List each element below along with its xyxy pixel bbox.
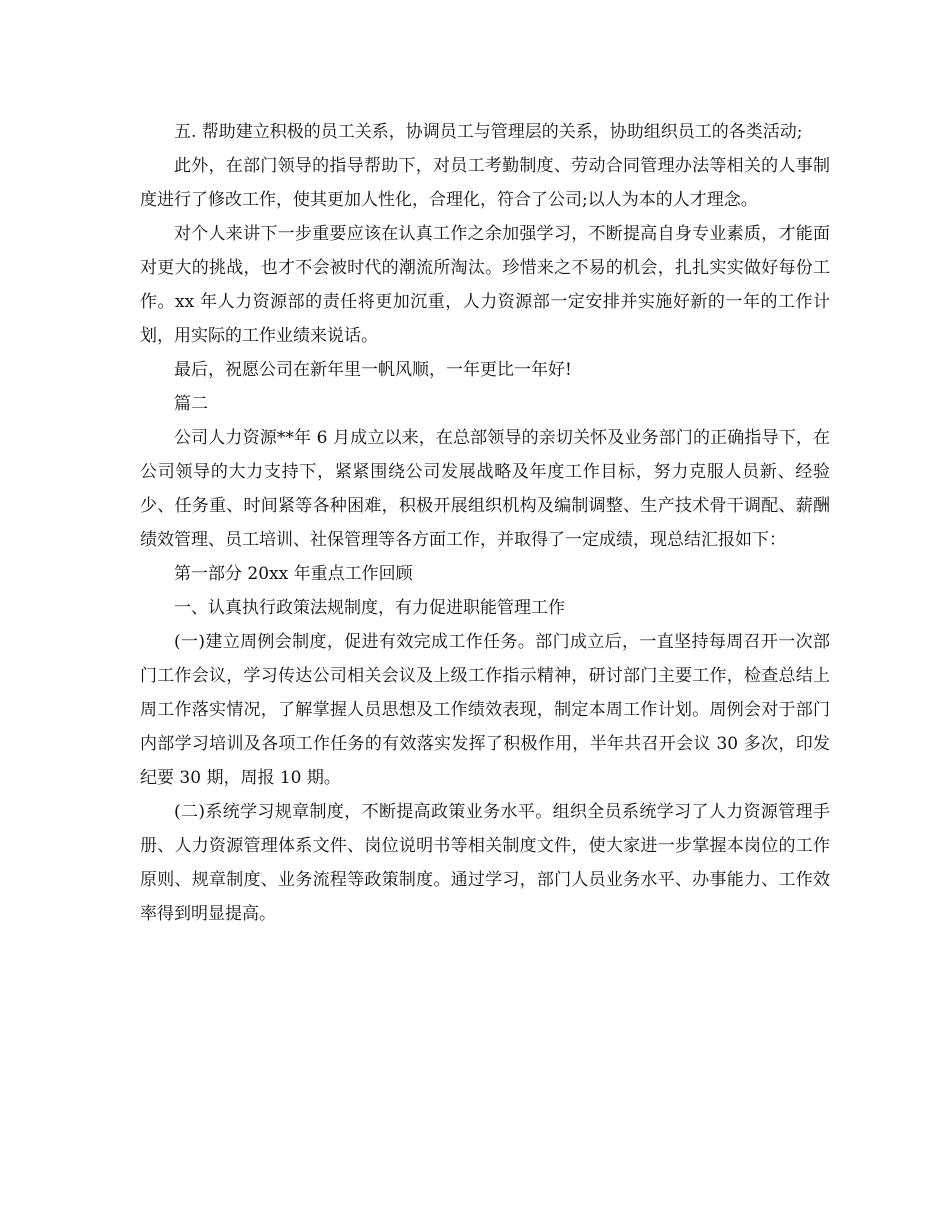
document-body [140, 115, 830, 931]
paragraph-hr-system-revision: 此外，在部门领导的指导帮助下，对员工考勤制度、劳动合同管理办法等相关的人事制度进行了修改工作，使其更加人性化，合理化，符合了公司;以人为本的人才理念。 [140, 156, 830, 210]
paragraph-regulation-study: (二)系统学习规章制度，不断提高政策业务水平。组织全员系统学习了人力资源管理手册、人力资源管理体系文件、岗位说明书等相关制度文件，使大家进一步掌握本岗位的工作原则、规章制度、业务流程等政策制度。通过学习，部门人员业务水平、办事能力、工作效率得到明显提高。 [140, 802, 830, 924]
paragraph-hr-introduction: 公司人力资源**年 6 月成立以来，在总部领导的亲切关怀及业务部门的正确指导下，在公司领导的大力支持下，紧紧围绕公司发展战略及年度工作目标，努力克服人员新、经验少、任务重、时间紧等各种困难，积极开展组织机构及编制调整、生产技术骨干调配、薪酬绩效管理、员工培训、社保管理等各方面工作，并取得了一定成绩，现总结汇报如下： [140, 428, 830, 550]
paragraph-personal-improvement: 对个人来讲下一步重要应该在认真工作之余加强学习，不断提高自身专业素质，才能面对更大的挑战，也才不会被时代的潮流所淘汰。珍惜来之不易的机会，扎扎实实做好每份工作。xx 年人力资源部的责任将更加沉重，人力资源部一定安排并实施好新的一年的工作计划，用实际的工作业绩来说话。 [140, 224, 830, 346]
paragraph-closing-wishes: 最后，祝愿公司在新年里一帆风顺，一年更比一年好! [174, 360, 572, 380]
paragraph-employee-relations: 五. 帮助建立积极的员工关系，协调员工与管理层的关系，协助组织员工的各类活动; [174, 122, 803, 142]
section-heading-work-review: 第一部分 20xx 年重点工作回顾 [174, 564, 413, 584]
paragraph-weekly-meeting: (一)建立周例会制度，促进有效完成工作任务。部门成立后，一直坚持每周召开一次部门工作会议，学习传达公司相关会议及上级工作指示精神，研讨部门主要工作，检查总结上周工作落实情况，了解掌握人员思想及工作绩效表现，制定本周工作计划。周例会对于部门内部学习培训及各项工作任务的有效落实发挥了积极作用，半年共召开会议 30 多次，印发纪要 30 期，周报 10 期。 [140, 632, 830, 788]
section-heading-policy-execution: 一、认真执行政策法规制度，有力促进职能管理工作 [174, 598, 565, 618]
section-heading-part-two: 篇二 [174, 394, 208, 414]
